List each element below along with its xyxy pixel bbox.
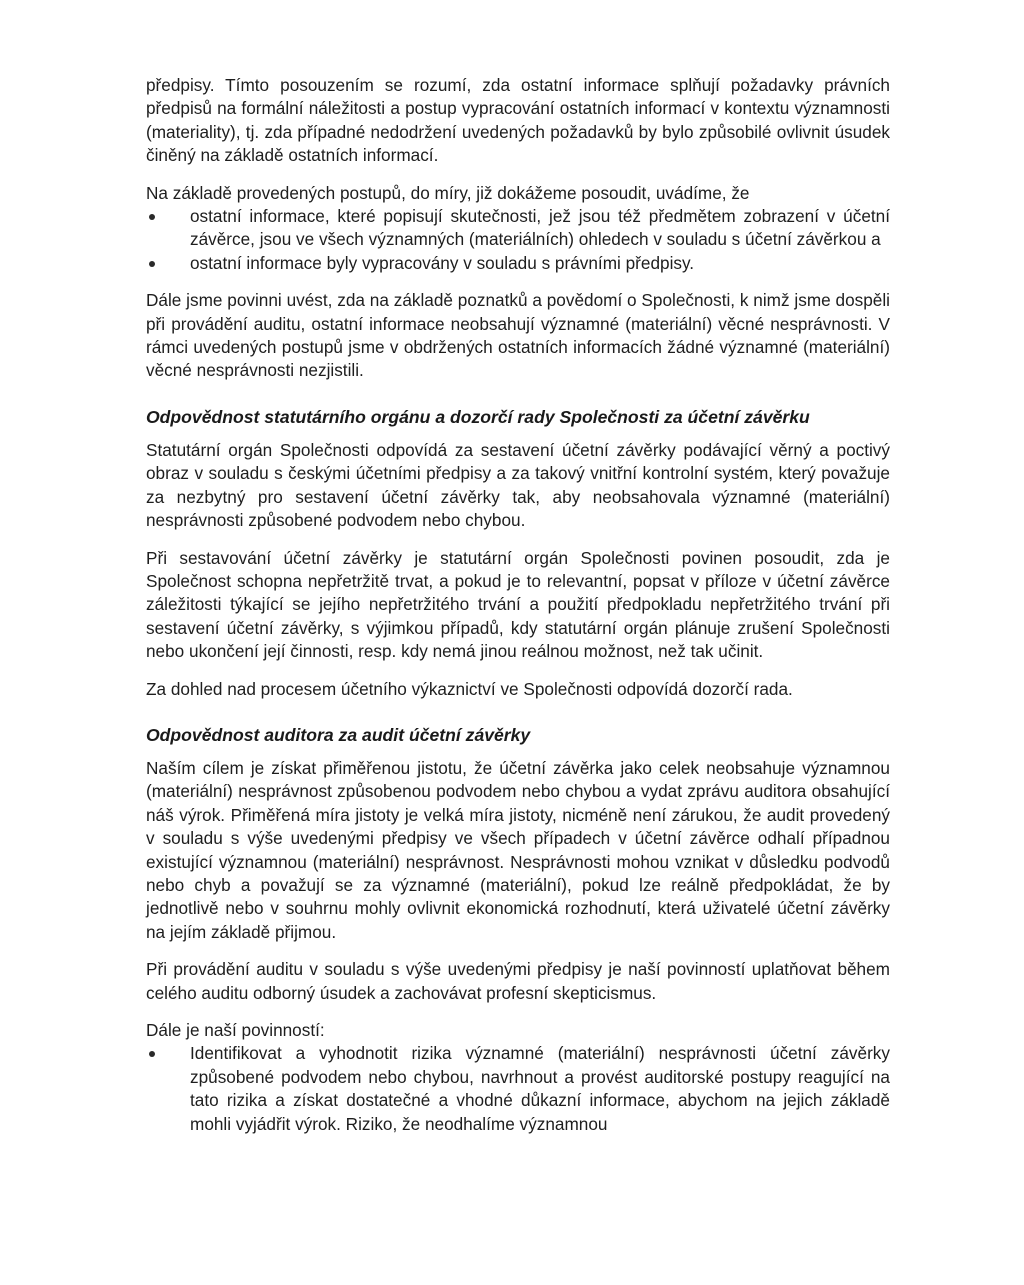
list-item-text: ostatní informace, které popisují skutečnosti, jež jsou též předmětem zobrazení v účetní závěrce, jsou ve všech významných (materiálních) ohledech v souladu s účetní závěrkou a [190,206,890,250]
paragraph-procedures-intro: Na základě provedených postupů, do míry, již dokážeme posoudit, uvádíme, že [146,182,750,203]
list-item [146,205,890,252]
bullet-icon [149,261,155,267]
paragraph-misstatement-statement: Dále jsme povinni uvést, zda na základě poznatků a povědomí o Společnosti, k nimž jsme dospěli při provádění auditu, ostatní informace neobsahují významné (materiální) věcné nesprávnosti. V rámci uvedených postupů jsme v obdržených ostatních informacích žádné významné (materiální) věcné nesprávnosti nezjistili. [146,290,890,381]
paragraph-professional-judgement: Při provádění auditu v souladu s výše uvedenými předpisy je naší povinností uplatňovat během celého auditu odborný úsudek a zachovávat profesní skepticismus. [146,959,890,1003]
list-item [146,252,890,275]
paragraph-going-concern: Při sestavování účetní závěrky je statutární orgán Společnosti povinen posoudit, zda je Společnost schopna nepřetržitě trvat, a pokud je to relevantní, popsat v příloze v účetní závěrce záležitosti týkající se jejího nepřetržitého trvání a použití předpokladu nepřetržitého trvání při sestavení účetní závěrky, s výjimkou případů, kdy statutární orgán plánuje zrušení Společnosti nebo ukončení její činnosti, resp. kdy nemá jinou reálnou možnost, než tak učinit. [146,547,890,662]
heading-board-responsibility: Odpovědnost statutárního orgánu a dozorčí rady Společnosti za účetní závěrku [146,406,810,427]
paragraph-duties-intro: Dále je naší povinností: [146,1020,325,1040]
bullet-icon [149,1051,155,1057]
paragraph-audit-objective: Naším cílem je získat přiměřenou jistotu, že účetní závěrka jako celek neobsahuje významnou (materiální) nesprávnost způsobenou podvodem nebo chybou a vydat zprávu auditora obsahující náš výrok. Přiměřená míra jistoty je velká míra jistoty, nicméně není zárukou, že audit provedený v souladu s výše uvedenými předpisy ve všech případech v účetní závěrce odhalí případnou existující významnou (materiální) nesprávnost. Nesprávnosti mohou vznikat v důsledku podvodů nebo chyb a považují se za významné (materiální), pokud lze reálně předpokládat, že by jednotlivě nebo v souhrnu mohly ovlivnit ekonomická rozhodnutí, která uživatelé účetní závěrky na jejím základě přijmou. [146,757,890,942]
paragraph-board-responsibility: Statutární orgán Společnosti odpovídá za sestavení účetní závěrky podávající věrný a poctivý obraz v souladu s českými účetními předpisy a za takový vnitřní kontrolní systém, který považuje za nezbytný pro sestavení účetní závěrky tak, aby neobsahovala významné (materiální) nesprávnosti způsobené podvodem nebo chybou. [146,439,890,531]
bullet-icon [149,214,155,220]
paragraph-supervisory-board: Za dohled nad procesem účetního výkaznictví ve Společnosti odpovídá dozorčí rada. [146,678,793,699]
list-item-text: ostatní informace byly vypracovány v souladu s právními předpisy. [190,252,695,273]
list-item [146,1042,890,1136]
heading-auditor-responsibility: Odpovědnost auditora za audit účetní závěrky [146,724,531,745]
bullet-list-duties [146,1042,890,1136]
paragraph-other-info-assessment: předpisy. Tímto posouzením se rozumí, zda ostatní informace splňují požadavky právních předpisů na formální náležitosti a postup vypracování ostatních informací v kontextu významnosti (materiality), tj. zda případné nedodržení uvedených požadavků by bylo způsobilé ovlivnit úsudek činěný na základě ostatních informací. [146,75,890,166]
list-item-text: Identifikovat a vyhodnotit rizika významné (materiální) nesprávnosti účetní závěrky způsobené podvodem nebo chybou, navrhnout a provést auditorské postupy reagující na tato rizika a získat dostatečné a vhodné důkazní informace, abychom na jejich základě mohli vyjádřit výrok. Riziko, že neodhalíme významnou [190,1043,890,1134]
bullet-list-conclusions [146,205,890,275]
